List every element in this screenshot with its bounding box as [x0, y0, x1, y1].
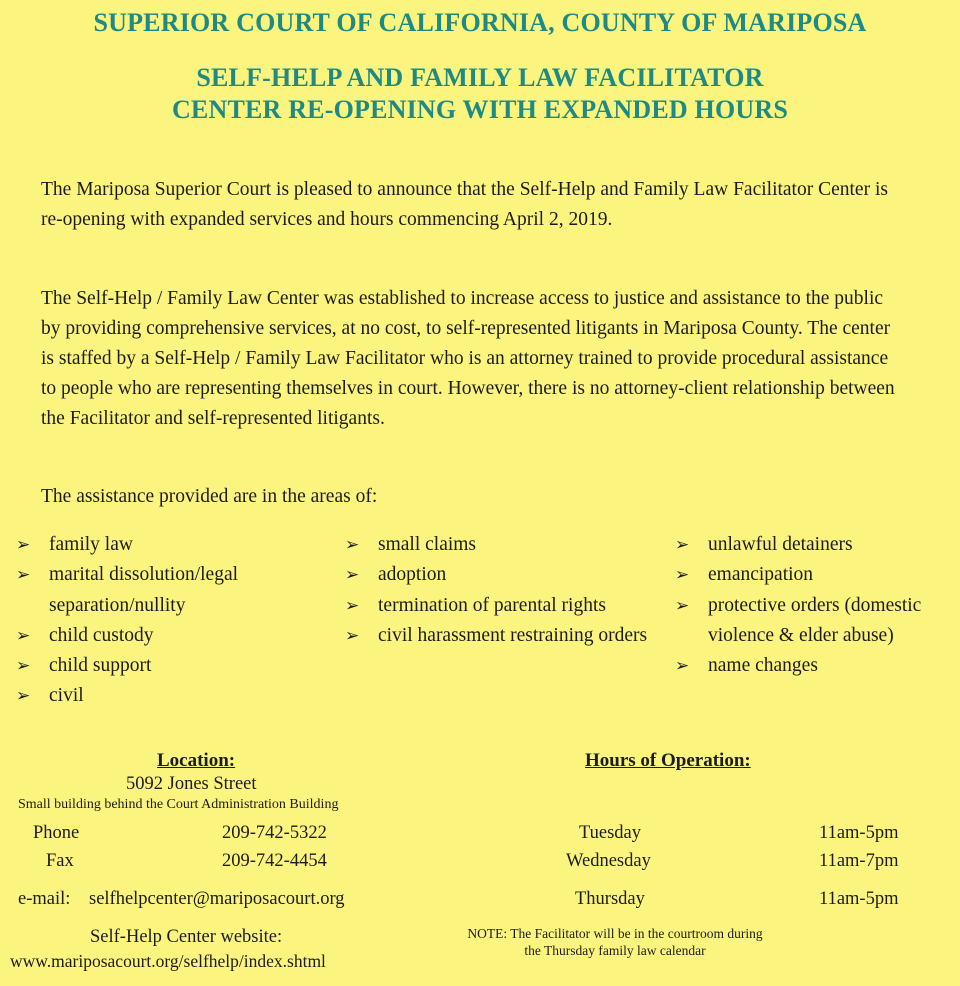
area-item-label: unlawful detainers: [708, 534, 853, 555]
location-building-note: Small building behind the Court Administration Building: [18, 797, 339, 812]
hours-heading: Hours of Operation:: [585, 750, 751, 771]
areas-column-2: [345, 530, 655, 651]
phone-label: Phone: [33, 823, 80, 843]
announcement-title-line1: SELF-HELP AND FAMILY LAW FACILITATOR: [196, 63, 764, 92]
area-item-label: civil: [49, 685, 84, 707]
hours-day-tuesday: Tuesday: [579, 823, 642, 843]
email-address[interactable]: selfhelpcenter@mariposacourt.org: [89, 889, 345, 909]
arrow-bullet-icon: ➢: [675, 656, 690, 677]
announcement-title: [0, 62, 960, 126]
arrow-bullet-icon: ➢: [16, 656, 31, 677]
hours-note-line2: the Thursday family law calendar: [524, 943, 706, 958]
website-label: Self-Help Center website:: [90, 927, 283, 947]
location-street: 5092 Jones Street: [126, 774, 257, 794]
arrow-bullet-icon: ➢: [16, 625, 31, 646]
court-name: SUPERIOR COURT OF CALIFORNIA, COUNTY OF MARIPOSA: [93, 8, 867, 37]
area-item-label: child support: [49, 655, 152, 677]
area-item: [16, 560, 316, 621]
intro-paragraph: The Mariposa Superior Court is pleased to announce that the Self-Help and Family Law Facilitator Center is re-opening with expanded services and hours commencing April 2, 2019.: [41, 179, 888, 230]
arrow-bullet-icon: ➢: [675, 565, 690, 586]
hours-day-thursday: Thursday: [575, 889, 645, 909]
area-item-label: child custody: [49, 624, 154, 646]
phone-number: 209-742-5322: [222, 823, 327, 843]
area-item: [16, 530, 316, 560]
arrow-bullet-icon: ➢: [345, 565, 360, 586]
area-item: [675, 651, 960, 681]
area-item-label: civil harassment restraining orders: [378, 624, 648, 646]
area-item: [675, 560, 960, 590]
arrow-bullet-icon: ➢: [345, 625, 360, 646]
area-item-label: marital dissolution/legal separation/nullity: [49, 564, 239, 616]
hours-day-wednesday: Wednesday: [566, 851, 651, 871]
arrow-bullet-icon: ➢: [16, 686, 31, 707]
area-item-label: termination of parental rights: [378, 594, 606, 616]
fax-number: 209-742-4454: [222, 851, 327, 871]
area-item-label: name changes: [708, 655, 818, 677]
areas-intro: The assistance provided are in the areas of:: [41, 486, 378, 507]
area-item: [345, 530, 655, 560]
area-item-label: emancipation: [708, 564, 814, 586]
area-item: [675, 591, 960, 652]
website-url[interactable]: www.mariposacourt.org/selfhelp/index.shtml: [10, 951, 326, 971]
announcement-title-line2: CENTER RE-OPENING WITH EXPANDED HOURS: [171, 95, 789, 124]
arrow-bullet-icon: ➢: [345, 535, 360, 555]
area-item: [345, 591, 655, 621]
arrow-bullet-icon: ➢: [16, 535, 31, 555]
arrow-bullet-icon: ➢: [675, 535, 690, 555]
area-item-label: protective orders (domestic violence & elder abuse): [708, 594, 922, 646]
hours-time-thursday: 11am-5pm: [819, 889, 899, 909]
area-item-label: small claims: [378, 534, 477, 555]
center-description-paragraph: The Self-Help / Family Law Center was established to increase access to justice and assistance to the public by providing comprehensive services, at no cost, to self-represented litigants in Mariposa County. The center is staffed by a Self-Help / Family Law Facilitator who is an attorney trained to provide procedural assistance to people who are representing themselves in court. However, there is no attorney-client relationship between the Facilitator and self-represented litigants.: [41, 288, 895, 429]
areas-column-3: [675, 530, 960, 681]
arrow-bullet-icon: ➢: [675, 595, 690, 616]
fax-label: Fax: [46, 851, 74, 871]
area-item: [675, 530, 960, 560]
area-item: [16, 651, 316, 681]
area-item-label: adoption: [378, 564, 447, 586]
hours-time-tuesday: 11am-5pm: [819, 823, 899, 843]
location-heading: Location:: [157, 750, 236, 771]
email-label: e-mail:: [18, 889, 71, 909]
area-item: [16, 621, 316, 651]
hours-note: [430, 925, 800, 959]
area-item: [345, 560, 655, 590]
hours-note-line1: NOTE: The Facilitator will be in the courtroom during: [467, 926, 763, 941]
area-item: [16, 681, 316, 711]
area-item-label: family law: [49, 534, 133, 555]
hours-time-wednesday: 11am-7pm: [819, 851, 899, 871]
arrow-bullet-icon: ➢: [16, 565, 31, 586]
areas-column-1: [16, 530, 316, 712]
area-item: [345, 621, 655, 651]
arrow-bullet-icon: ➢: [345, 595, 360, 616]
